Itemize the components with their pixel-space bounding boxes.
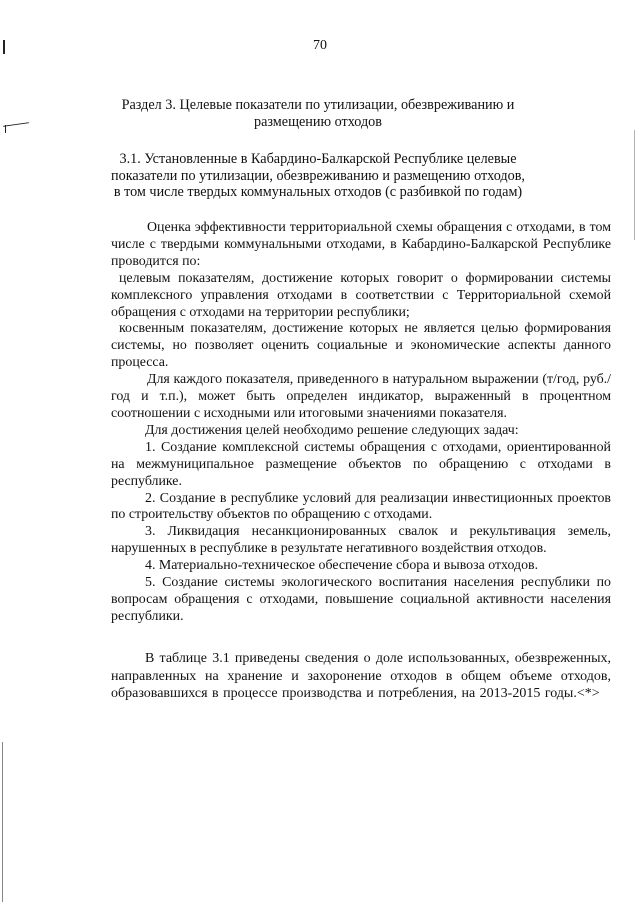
scan-mark-left-bottom	[2, 742, 3, 902]
section-heading: Раздел 3. Целевые показатели по утилизации, обезвреживанию и размещению отходов	[121, 97, 515, 130]
page-number: 70	[313, 38, 327, 53]
paragraph-target-indicators: целевым показателям, достижение которых говорит о формировании системы комплексного управления отходами в соответствии с Территориальной схемой обращения с отходами на территории республики;	[111, 270, 611, 320]
paragraph-intro: Оценка эффективности территориальной схемы обращения с отходами, в том числе с твердыми коммунальными отходами, в Кабардино-Балкарской Республике проводится по:	[111, 220, 611, 269]
task-item-3: 3. Ликвидация несанкционированных свалок и рекультивация земель, нарушенных в республике в результате негативного воздействия отходов.	[111, 524, 611, 557]
task-item-1: 1. Создание комплексной системы обращения с отходами, ориентированной на межмуниципальное размещение объектов по обращению с отходами в республике.	[111, 439, 611, 489]
subsection-heading: 3.1. Установленные в Кабардино-Балкарской Республике целевые показатели по утилизации, обезвреживанию и размещению отходов, в том числе твердых коммунальных отходов (с разбивкой по годам)	[111, 151, 525, 200]
task-item-4: 4. Материально-техническое обеспечение сбора и вывоза отходов.	[145, 558, 539, 574]
body-text	[111, 220, 611, 626]
task-item-5: 5. Создание системы экологического воспитания населения республики по вопросам обращения с отходами, повышение социальной активности населения республики.	[111, 575, 611, 624]
scan-mark-left-top	[3, 40, 5, 54]
final-paragraph: В таблице 3.1 приведены сведения о доле использованных, обезвреженных, направленных на хранение и захоронение отходов в общем объеме отходов, образовавшихся в процессе производства и потребления, на 2013-2015 годы.<*>	[111, 651, 611, 701]
task-item-2: 2. Создание в республике условий для реализации инвестиционных проектов по строительству объектов по обращению с отходами.	[111, 490, 611, 523]
scan-mark-left-hook-stem	[5, 125, 6, 133]
paragraph-tasks-intro: Для достижения целей необходимо решение следующих задач:	[145, 422, 519, 438]
paragraph-indicator-note: Для каждого показателя, приведенного в натуральном выражении (т/год, руб./год и т.п.), может быть определен индикатор, выраженный в процентном соотношении с исходными или итоговыми значениями показателя.	[111, 372, 611, 421]
paragraph-indirect-indicators: косвенным показателям, достижение которых не является целью формирования системы, но позволяет оценить социальные и экономические аспекты данного процесса.	[111, 321, 611, 371]
scan-mark-left-hook	[3, 122, 29, 127]
scan-mark-right	[634, 130, 635, 240]
